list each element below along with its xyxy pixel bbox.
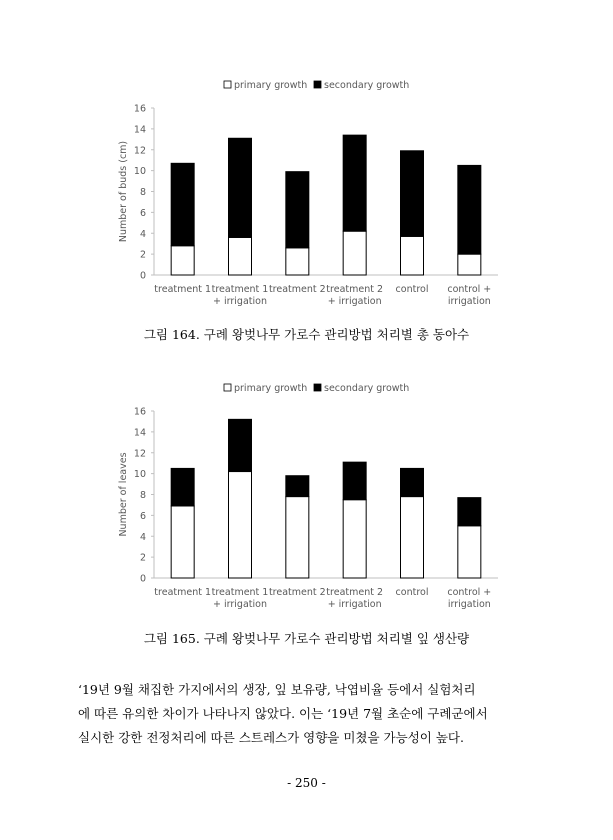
page-number: - 250 -: [287, 776, 326, 790]
chart-leaves: [0, 375, 613, 615]
bar-secondary-growth: [401, 151, 424, 237]
y-tick-label: 10: [133, 166, 146, 178]
bar-secondary-growth: [458, 165, 481, 254]
x-category-label: treatment 2: [326, 587, 384, 598]
paragraph-line: 실시한 강한 전정처리에 따른 스트레스가 영향을 미쳤을 가능성이 높다.: [78, 730, 464, 745]
y-tick-label: 14: [133, 427, 146, 439]
x-category-label: treatment 2: [268, 587, 326, 598]
y-tick-label: 8: [139, 490, 146, 501]
bar-primary-growth: [171, 246, 194, 275]
body-paragraph: [78, 678, 540, 750]
x-category-label: control: [395, 284, 429, 295]
paragraph-line: ‘19년 9월 채집한 가지에서의 생장, 잎 보유량, 낙엽비율 등에서 실험처리: [78, 682, 476, 697]
chart-buds-svg: [0, 72, 613, 312]
legend-label: primary growth: [234, 383, 308, 394]
y-tick-label: 4: [139, 531, 146, 543]
bar-primary-growth: [343, 500, 366, 578]
chart-leaves-svg: [0, 375, 613, 615]
legend-swatch-primary: [224, 81, 231, 88]
y-tick-label: 12: [133, 145, 146, 157]
figure-caption-165: 그림 165. 구례 왕벚나무 가로수 관리방법 처리별 잎 생산량: [143, 631, 470, 646]
x-category-label: treatment 2: [326, 284, 384, 295]
y-axis-title: Number of buds (cm): [118, 140, 129, 243]
y-tick-label: 14: [133, 124, 146, 136]
x-category-label: irrigation: [447, 296, 491, 307]
bar-primary-growth: [343, 231, 366, 275]
chart-buds: [0, 72, 613, 312]
bar-primary-growth: [286, 497, 309, 578]
legend-swatch-secondary: [314, 384, 321, 391]
x-category-label: treatment 1: [154, 587, 212, 598]
bar-secondary-growth: [343, 462, 366, 500]
x-category-label: control +: [447, 587, 492, 598]
y-tick-label: 10: [133, 469, 146, 481]
bar-primary-growth: [171, 506, 194, 578]
legend-swatch-primary: [224, 384, 231, 391]
y-tick-label: 4: [139, 228, 146, 240]
y-tick-label: 12: [133, 448, 146, 460]
x-category-label: + irrigation: [213, 296, 267, 307]
paragraph-line: 에 따른 유의한 차이가 나타나지 않았다. 이는 ‘19년 7월 초순에 구례군에서: [78, 706, 488, 721]
bar-secondary-growth: [229, 138, 252, 237]
x-category-label: control: [395, 587, 429, 598]
x-category-label: treatment 2: [268, 284, 326, 295]
legend-label: primary growth: [234, 80, 308, 91]
bar-primary-growth: [229, 237, 252, 275]
x-category-label: treatment 1: [154, 284, 212, 295]
y-tick-label: 8: [139, 187, 146, 198]
x-category-label: control +: [447, 284, 492, 295]
y-tick-label: 16: [133, 406, 146, 418]
y-tick-label: 2: [139, 249, 146, 261]
bar-secondary-growth: [171, 163, 194, 245]
y-axis-title: Number of leaves: [118, 452, 129, 537]
legend-label: secondary growth: [324, 80, 410, 91]
bar-primary-growth: [458, 254, 481, 275]
y-tick-label: 0: [139, 270, 146, 282]
x-category-label: treatment 1: [211, 284, 269, 295]
legend-label: secondary growth: [324, 383, 410, 394]
bar-secondary-growth: [229, 419, 252, 471]
x-category-label: irrigation: [447, 599, 491, 610]
bar-secondary-growth: [458, 498, 481, 526]
y-tick-label: 6: [139, 510, 146, 522]
y-tick-label: 6: [139, 207, 146, 219]
legend-swatch-secondary: [314, 81, 321, 88]
bar-primary-growth: [401, 236, 424, 275]
bar-secondary-growth: [171, 468, 194, 506]
x-category-label: + irrigation: [327, 296, 382, 307]
bar-primary-growth: [286, 248, 309, 275]
figure-caption-164: 그림 164. 구례 왕벚나무 가로수 관리방법 처리별 총 동아수: [143, 327, 470, 342]
y-tick-label: 0: [139, 573, 146, 585]
bar-secondary-growth: [286, 476, 309, 497]
x-category-label: + irrigation: [213, 599, 267, 610]
y-tick-label: 16: [133, 103, 146, 115]
x-category-label: + irrigation: [327, 599, 382, 610]
bar-secondary-growth: [286, 172, 309, 248]
bar-primary-growth: [401, 497, 424, 578]
bar-secondary-growth: [343, 135, 366, 231]
y-tick-label: 2: [139, 552, 146, 564]
bar-primary-growth: [229, 472, 252, 578]
x-category-label: treatment 1: [211, 587, 269, 598]
bar-secondary-growth: [401, 468, 424, 496]
bar-primary-growth: [458, 526, 481, 578]
